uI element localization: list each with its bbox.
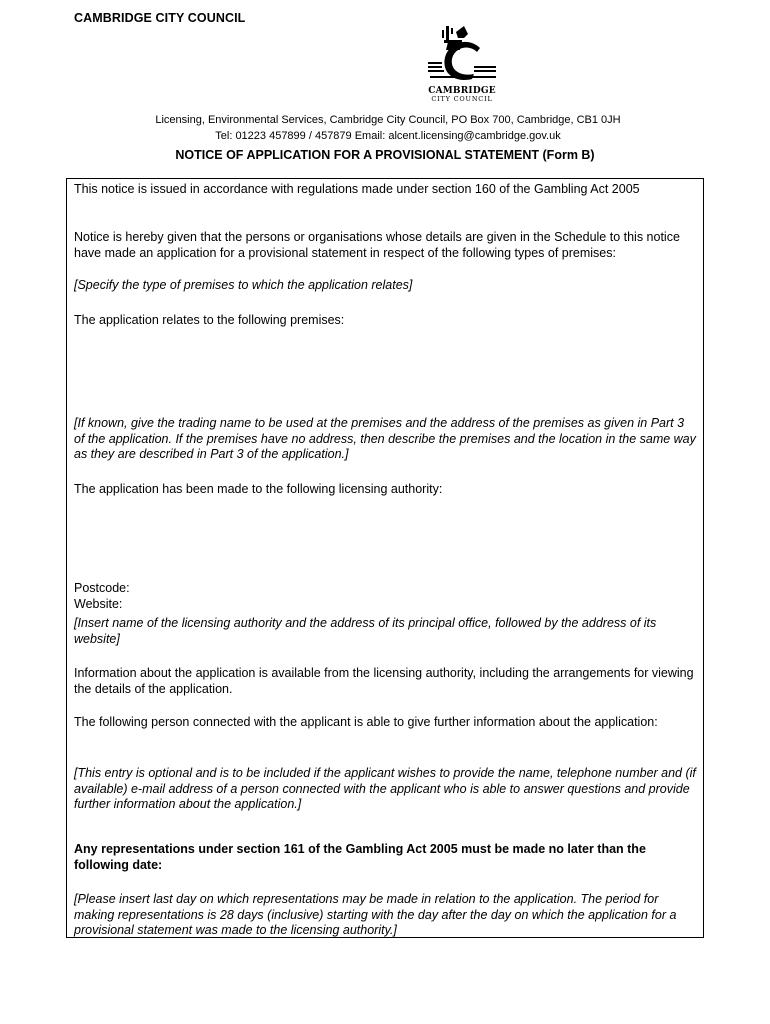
- logo-subtitle: CITY COUNCIL: [431, 95, 493, 103]
- council-address: Licensing, Environmental Services, Cambridge City Council, PO Box 700, Cambridge, CB1 0JH: [155, 114, 621, 126]
- representations-deadline: Any representations under section 161 of the Gambling Act 2005 must be made no later than the following date:: [74, 842, 646, 872]
- premises-guidance: [If known, give the trading name to be used at the premises and the address of the premises as given in Part 3 of the application. If the premises have no address, then describe the premises and the location in the same way as they are described in Part 3 of the application.]: [74, 416, 696, 461]
- crest-icon: [424, 24, 500, 88]
- premises-heading: The application relates to the following premises:: [74, 313, 345, 327]
- notice-given-paragraph: Notice is hereby given that the persons or organisations whose details are given in the Schedule to this notice have made an application for a provisional statement in respect of the following types of premises:: [74, 230, 680, 260]
- postcode-label: Postcode:: [74, 581, 130, 595]
- authority-heading: The application has been made to the following licensing authority:: [74, 482, 443, 496]
- form-title: NOTICE OF APPLICATION FOR A PROVISIONAL STATEMENT (Form B): [175, 148, 595, 162]
- council-contact-details: Tel: 01223 457899 / 457879 Email: alcent.licensing@cambridge.gov.uk: [215, 130, 561, 142]
- authority-guidance: [Insert name of the licensing authority and the address of its principal office, followed by the address of its website]: [74, 616, 657, 646]
- info-available-paragraph: Information about the application is available from the licensing authority, including the arrangements for viewing the details of the application.: [74, 666, 694, 696]
- premises-type-guidance: [Specify the type of premises to which the application relates]: [74, 278, 413, 292]
- contact-guidance: [This entry is optional and is to be included if the applicant wishes to provide the name, telephone number and (if available) e-mail address of a person connected with the applicant who is able to answer questions and provide further information about the application.]: [74, 766, 696, 811]
- council-logo: [424, 24, 500, 106]
- notice-box: [66, 178, 704, 938]
- website-label: Website:: [74, 597, 123, 611]
- contact-person-paragraph: The following person connected with the applicant is able to give further information about the application:: [74, 715, 658, 729]
- date-guidance: [Please insert last day on which representations may be made in relation to the application. The period for making representations is 28 days (inclusive) starting with the day after the day on which the application for a provisional statement was made to the licensing authority.]: [74, 892, 677, 937]
- logo-wordmark: CAMBRIDGE: [428, 86, 496, 96]
- intro-paragraph: This notice is issued in accordance with regulations made under section 160 of the Gambling Act 2005: [74, 182, 640, 196]
- council-name: CAMBRIDGE CITY COUNCIL: [74, 11, 246, 25]
